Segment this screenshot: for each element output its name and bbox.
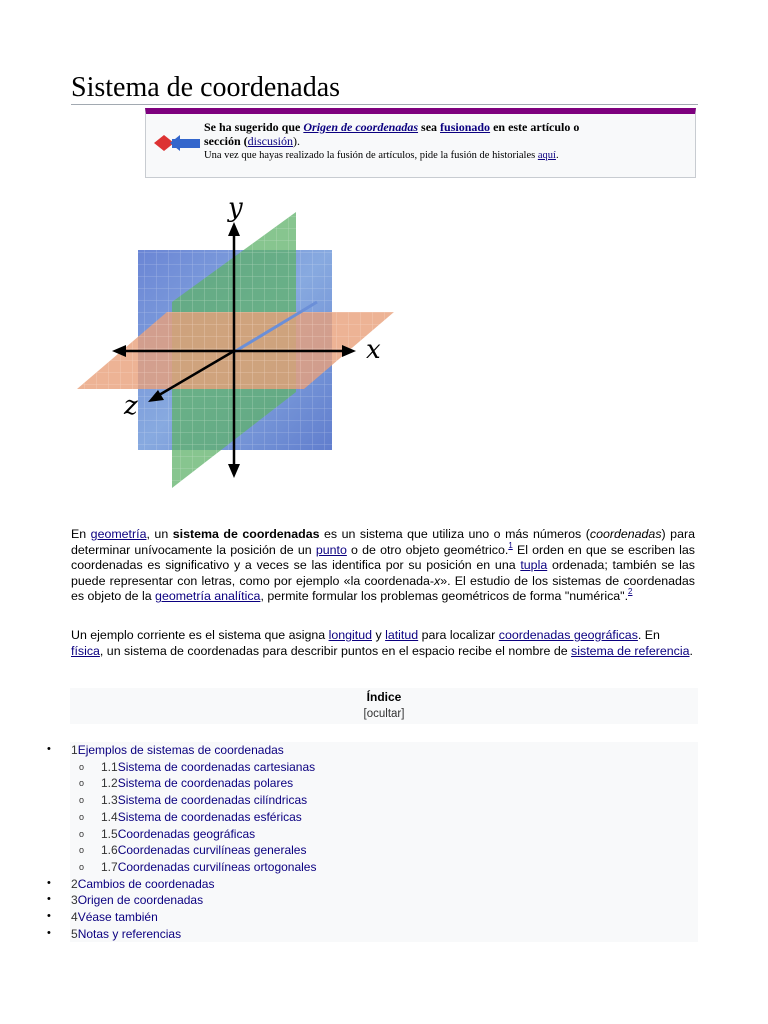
toc-item[interactable] bbox=[101, 793, 307, 808]
toc-item-number: 1.6 bbox=[101, 843, 118, 858]
tupla-link[interactable]: tupla bbox=[520, 558, 548, 573]
toc-sub-bullet: o bbox=[79, 845, 85, 856]
notice-text: Se ha sugerido que Origen de coordenadas sea fusionado en este artículo o sección (discusión). Una vez que hayas realizado la fusión de artículos, pide la fusión de historiales aquí. bbox=[204, 120, 580, 161]
toc-item[interactable] bbox=[71, 743, 284, 758]
toc-item-number: 3 bbox=[71, 893, 78, 908]
ref-1-link[interactable]: 1 bbox=[508, 540, 513, 550]
toc-item-link[interactable]: Notas y referencias bbox=[77, 926, 182, 941]
punto-link[interactable]: punto bbox=[315, 542, 347, 557]
toc-item-link[interactable]: Coordenadas curvilíneas generales bbox=[117, 843, 307, 858]
toc-bullet: • bbox=[47, 876, 51, 889]
origen-link[interactable]: Origen de coordenadas bbox=[303, 120, 419, 134]
toc-item[interactable] bbox=[71, 893, 203, 908]
toc-item-number: 5 bbox=[71, 926, 78, 941]
toc-item-link[interactable]: Véase también bbox=[77, 910, 158, 924]
toc-bullet: • bbox=[47, 926, 51, 939]
toc-sub-bullet: o bbox=[79, 828, 85, 839]
toc-item-link[interactable]: Sistema de coordenadas polares bbox=[117, 776, 294, 791]
latitud-link[interactable]: latitud bbox=[385, 628, 419, 642]
toc-item-link[interactable]: Ejemplos de sistemas de coordenadas bbox=[77, 743, 284, 757]
toc-item-link[interactable]: Origen de coordenadas bbox=[77, 893, 204, 908]
toc-item-number: 1.4 bbox=[101, 809, 118, 824]
toc-sub-bullet: o bbox=[79, 761, 85, 772]
toc-item-link[interactable]: Sistema de coordenadas cartesianas bbox=[117, 759, 316, 774]
toc-sub-bullet: o bbox=[79, 861, 85, 872]
toc-bullet: • bbox=[47, 910, 51, 922]
toc-item[interactable] bbox=[71, 877, 214, 892]
toc-item[interactable] bbox=[101, 776, 293, 791]
x-axis-label: x bbox=[366, 335, 381, 365]
coordinate-axes-figure bbox=[72, 192, 402, 492]
merge-notice bbox=[145, 108, 696, 178]
toc-item-link[interactable]: Sistema de coordenadas cilíndricas bbox=[117, 793, 308, 808]
second-paragraph: Un ejemplo corriente es el sistema que asigna longitud y latitud para localizar coordenadas geográficas. En física, un sistema de coordenadas para describir puntos en el espacio recibe el nombre de sistema de referencia. bbox=[71, 628, 693, 658]
toc-item-number: 1.5 bbox=[101, 826, 118, 841]
toc-item[interactable] bbox=[101, 810, 302, 825]
toc-item-number: 4 bbox=[71, 910, 78, 924]
toc-header bbox=[70, 688, 698, 724]
geometria-link[interactable]: geometría bbox=[90, 527, 147, 541]
sistema-de-referencia-link[interactable]: sistema de referencia bbox=[571, 643, 690, 658]
toc-item-link[interactable]: Cambios de coordenadas bbox=[77, 876, 215, 891]
toc-item[interactable] bbox=[71, 927, 181, 942]
coordenadas-geograficas-link[interactable]: coordenadas geográficas bbox=[498, 628, 638, 642]
toc-item-number: 1.1 bbox=[101, 759, 118, 774]
toc-item-link[interactable]: Coordenadas geográficas bbox=[117, 826, 256, 841]
toc-hide-toggle[interactable]: [ocultar] bbox=[363, 708, 405, 720]
y-axis-label: y bbox=[228, 193, 243, 223]
fusionado-link[interactable]: fusionado bbox=[440, 120, 491, 134]
page-title: Sistema de coordenadas bbox=[71, 72, 341, 103]
aqui-link[interactable]: aquí bbox=[537, 150, 556, 161]
toc-bullet: • bbox=[47, 893, 51, 906]
geometria-analitica-link[interactable]: geometría analítica bbox=[155, 589, 261, 604]
toc-item-link[interactable]: Sistema de coordenadas esféricas bbox=[117, 809, 302, 824]
toc-item[interactable] bbox=[101, 860, 316, 875]
toc-item-number: 1 bbox=[71, 743, 78, 757]
toc-bullet: • bbox=[47, 743, 51, 755]
toc-sub-bullet: o bbox=[79, 811, 85, 822]
toc-item[interactable] bbox=[101, 843, 306, 858]
toc-title: Índice bbox=[366, 690, 402, 704]
toc-sub-bullet: o bbox=[79, 778, 85, 789]
z-axis-label: z bbox=[124, 391, 138, 421]
ref-2-link[interactable]: 2 bbox=[628, 587, 633, 597]
intro-paragraph: En geometría, un sistema de coordenadas es un sistema que utiliza uno o más números (coordenadas) para determinar unívocamente la posición de un punto o de otro objeto geométrico.$^1$ El orden en que se escriben las coordenadas es significativo y a veces se las identifica por su posición en una tupla ordenada; también se las puede representar con letras, como por ejemplo «la coordenada-x». El estudio de los sistemas de coordenadas es objeto de la geometría analítica, permite formular los problemas geométricos de forma "numérica".$^2$ bbox=[71, 527, 695, 604]
discusion-link[interactable]: discusión bbox=[247, 134, 293, 148]
toc-item-number: 1.7 bbox=[101, 859, 118, 874]
toc-item[interactable] bbox=[101, 827, 255, 842]
longitud-link[interactable]: longitud bbox=[328, 628, 372, 642]
title-divider bbox=[71, 104, 698, 105]
toc-item-number: 1.3 bbox=[101, 793, 118, 808]
toc-item-number: 2 bbox=[71, 876, 78, 891]
toc-sub-bullet: o bbox=[79, 795, 85, 806]
toc-item[interactable] bbox=[101, 760, 315, 775]
toc-item-number: 1.2 bbox=[101, 776, 118, 791]
toc-item-link[interactable]: Coordenadas curvilíneas ortogonales bbox=[117, 859, 317, 874]
toc-item[interactable] bbox=[71, 910, 158, 925]
merge-arrow-icon bbox=[154, 132, 200, 154]
fisica-link[interactable]: física bbox=[71, 643, 100, 658]
